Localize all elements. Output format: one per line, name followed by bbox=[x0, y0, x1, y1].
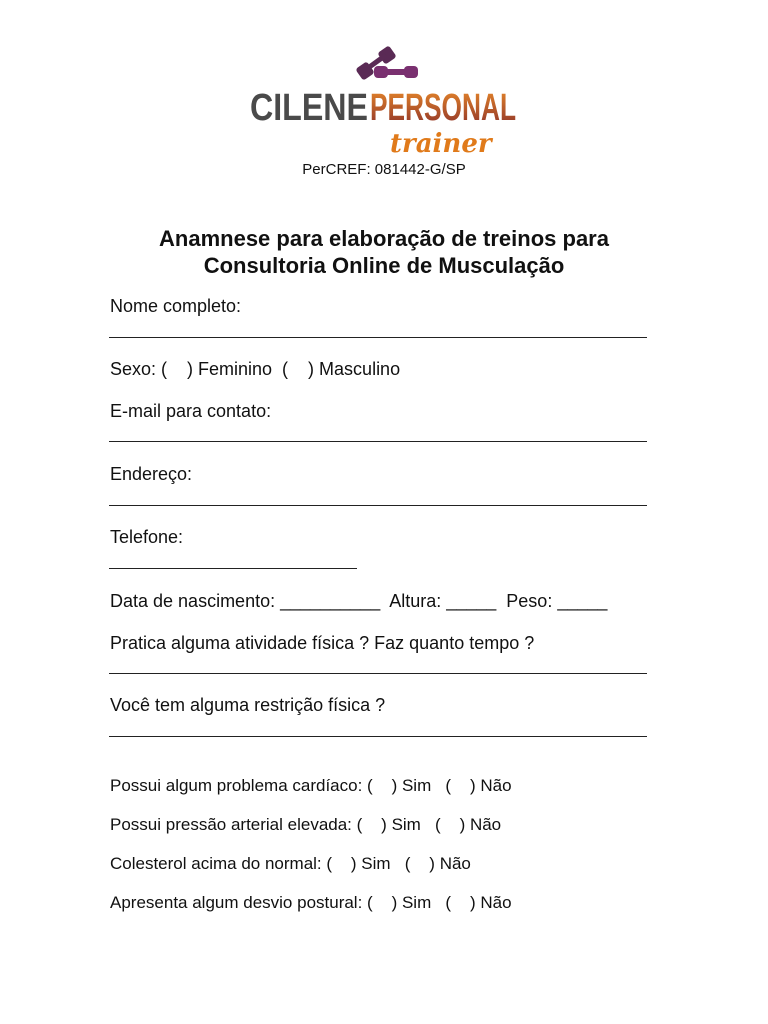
cardiaco-question[interactable]: Possui algum problema cardíaco: ( ) Sim ( ) Não bbox=[110, 776, 512, 795]
telefone-label: Telefone: bbox=[110, 527, 184, 547]
telefone-input-line[interactable] bbox=[109, 568, 357, 569]
dumbbell-icon bbox=[355, 45, 418, 80]
title-line-1: Anamnese para elaboração de treinos para bbox=[159, 226, 609, 251]
nome-label: Nome completo: bbox=[110, 296, 242, 316]
colesterol-question[interactable]: Colesterol acima do normal: ( ) Sim ( ) Não bbox=[110, 854, 471, 873]
logo-text-trainer: trainer bbox=[390, 129, 492, 159]
nascimento-altura-peso-field[interactable]: Data de nascimento: __________ Altura: _____ Peso: _____ bbox=[110, 591, 608, 611]
logo-text-personal: PERSONAL bbox=[370, 87, 516, 129]
page-title bbox=[0, 225, 768, 279]
nome-input-line[interactable] bbox=[109, 337, 647, 338]
postural-question[interactable]: Apresenta algum desvio postural: ( ) Sim ( ) Não bbox=[110, 893, 512, 912]
endereco-label: Endereço: bbox=[110, 464, 193, 484]
email-input-line[interactable] bbox=[109, 441, 647, 442]
endereco-input-line[interactable] bbox=[109, 505, 647, 506]
atividade-input-line[interactable] bbox=[109, 673, 647, 674]
logo-text-cilene: CILENE bbox=[250, 87, 368, 129]
restricao-input-line[interactable] bbox=[109, 736, 647, 737]
sexo-field[interactable]: Sexo: ( ) Feminino ( ) Masculino bbox=[110, 359, 401, 379]
restricao-label: Você tem alguma restrição física ? bbox=[110, 695, 386, 715]
title-line-2: Consultoria Online de Musculação bbox=[203, 253, 565, 278]
cref-number: PerCREF: 081442-G/SP bbox=[302, 161, 466, 178]
atividade-label: Pratica alguma atividade física ? Faz quanto tempo ? bbox=[110, 633, 535, 653]
email-label: E-mail para contato: bbox=[110, 401, 272, 421]
logo-graphic bbox=[240, 40, 530, 160]
brand-logo bbox=[240, 40, 530, 160]
pressao-question[interactable]: Possui pressão arterial elevada: ( ) Sim ( ) Não bbox=[110, 815, 502, 834]
